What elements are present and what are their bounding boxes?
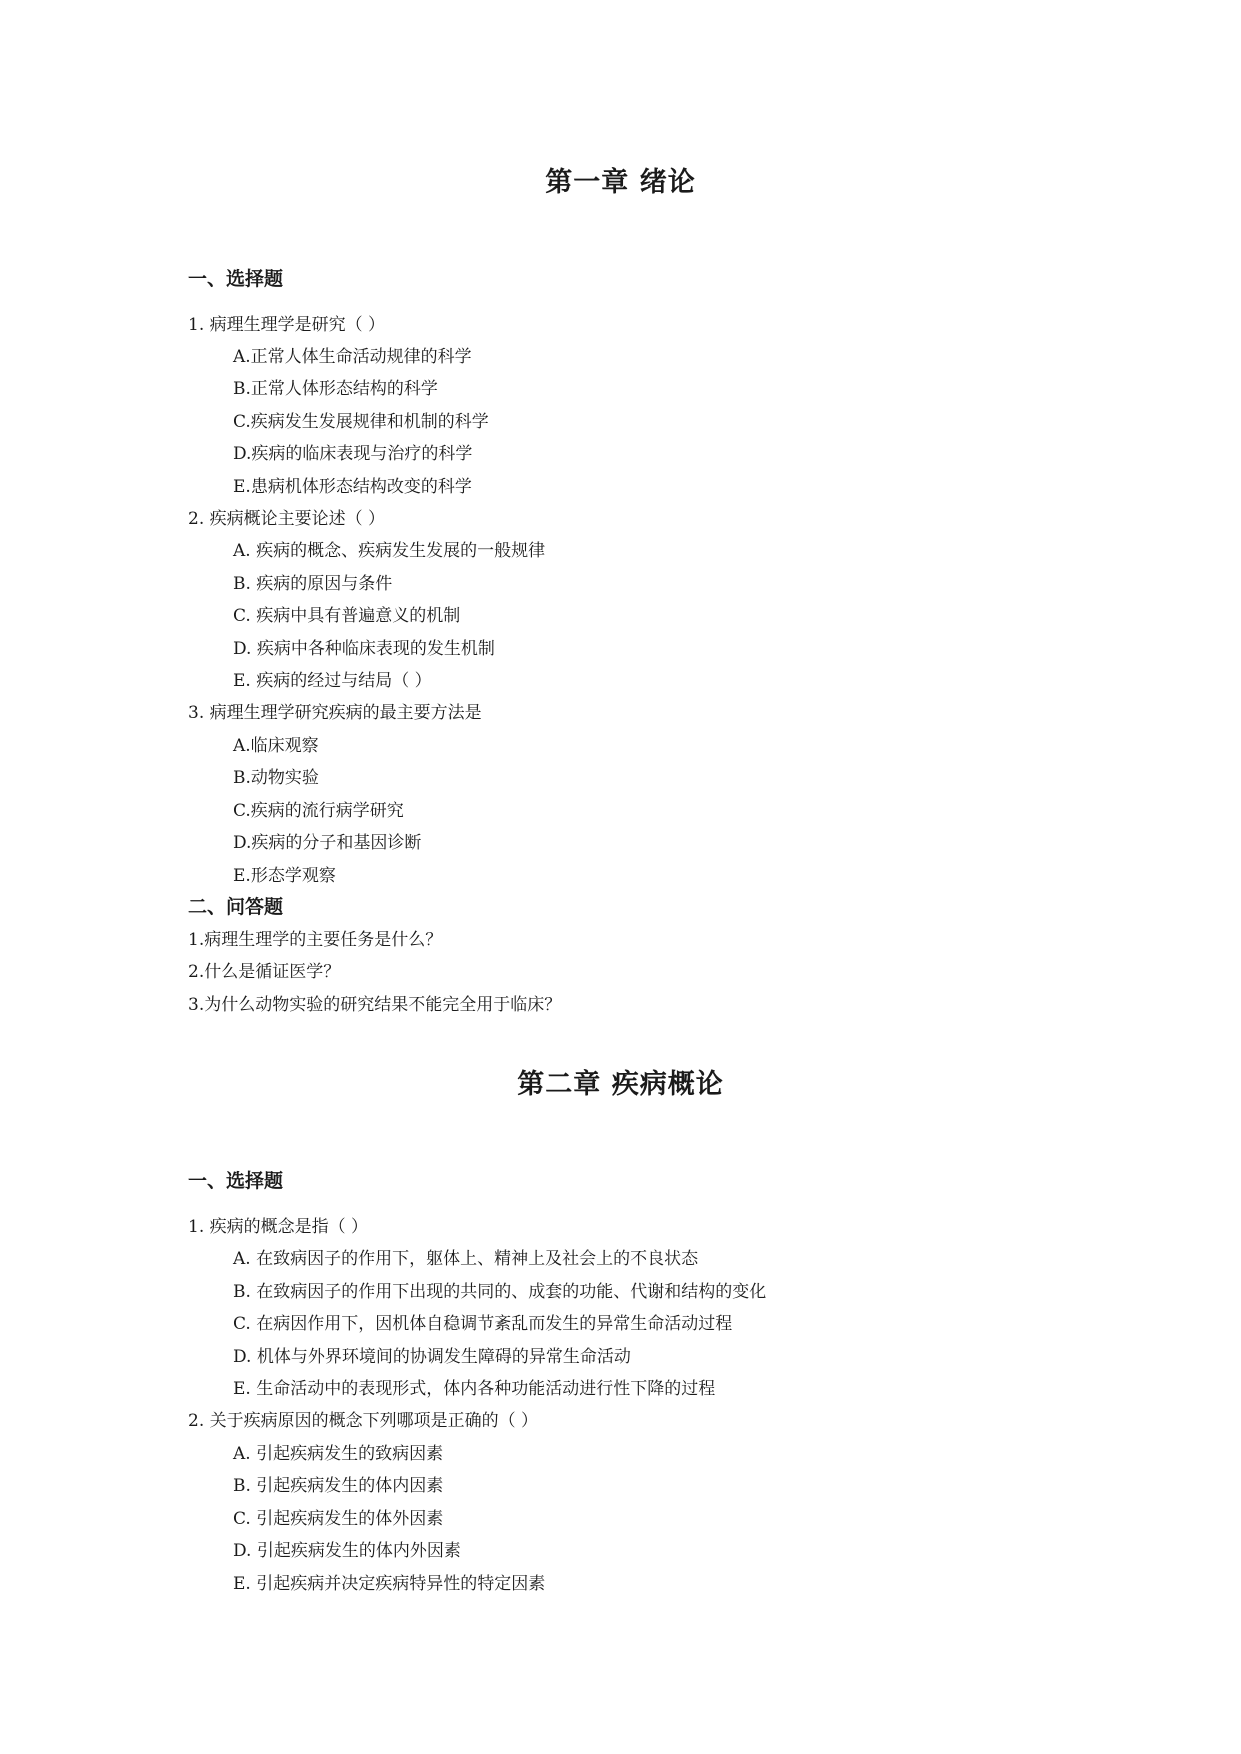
ch1-q2-option-b: B. 疾病的原因与条件 (233, 574, 393, 594)
ch1-short-answer-3: 3.为什么动物实验的研究结果不能完全用于临床？ (188, 995, 562, 1015)
ch2-q2-option-b: B. 引起疾病发生的体内因素 (233, 1476, 444, 1496)
ch2-question-2: 2. 关于疾病原因的概念下列哪项是正确的（ ） (188, 1411, 539, 1431)
ch1-q3-option-e: E.形态学观察 (233, 866, 336, 886)
chapter-2-title: 第二章 疾病概论 (517, 1069, 724, 1100)
ch2-q2-option-e: E. 引起疾病并决定疾病特异性的特定因素 (233, 1574, 546, 1594)
ch2-q1-option-b: B. 在致病因子的作用下出现的共同的、成套的功能、代谢和结构的变化 (233, 1282, 767, 1302)
ch2-q2-option-a: A. 引起疾病发生的致病因素 (233, 1444, 444, 1464)
chapter-1-qa-heading: 二、问答题 (188, 896, 284, 918)
ch1-q2-option-e: E. 疾病的经过与结局（ ） (233, 671, 432, 691)
ch1-q1-option-b: B.正常人体形态结构的科学 (233, 379, 438, 399)
ch1-short-answer-1: 1.病理生理学的主要任务是什么？ (188, 930, 443, 950)
ch1-question-3: 3. 病理生理学研究疾病的最主要方法是 (188, 703, 482, 723)
ch2-q1-option-a: A. 在致病因子的作用下，躯体上、精神上及社会上的不良状态 (233, 1249, 699, 1269)
ch1-q3-option-b: B.动物实验 (233, 768, 319, 788)
ch1-q2-option-c: C. 疾病中具有普遍意义的机制 (233, 606, 461, 626)
ch1-q1-option-c: C.疾病发生发展规律和机制的科学 (233, 412, 489, 432)
ch1-question-1: 1. 病理生理学是研究（ ） (188, 315, 386, 335)
ch2-q1-option-e: E. 生命活动中的表现形式，体内各种功能活动进行性下降的过程 (233, 1379, 716, 1399)
ch1-short-answer-2: 2.什么是循证医学？ (188, 962, 341, 982)
ch1-q3-option-c: C.疾病的流行病学研究 (233, 801, 404, 821)
ch2-q1-option-d: D. 机体与外界环境间的协调发生障碍的异常生命活动 (233, 1347, 631, 1367)
chapter-2-choice-heading: 一、选择题 (188, 1170, 284, 1192)
ch1-q3-option-a: A.临床观察 (233, 736, 319, 756)
ch2-q2-option-d: D. 引起疾病发生的体内外因素 (233, 1541, 461, 1561)
ch1-q1-option-d: D.疾病的临床表现与治疗的科学 (233, 444, 473, 464)
ch2-q2-option-c: C. 引起疾病发生的体外因素 (233, 1509, 444, 1529)
chapter-1-title: 第一章 绪论 (545, 167, 696, 198)
ch2-q1-option-c: C. 在病因作用下，因机体自稳调节紊乱而发生的异常生命活动过程 (233, 1314, 733, 1334)
ch1-q1-option-a: A.正常人体生命活动规律的科学 (233, 347, 472, 367)
ch1-q2-option-d: D. 疾病中各种临床表现的发生机制 (233, 639, 495, 659)
ch1-q3-option-d: D.疾病的分子和基因诊断 (233, 833, 422, 853)
ch1-q2-option-a: A. 疾病的概念、疾病发生发展的一般规律 (233, 541, 546, 561)
chapter-1-choice-heading: 一、选择题 (188, 268, 284, 290)
ch1-question-2: 2. 疾病概论主要论述（ ） (188, 509, 386, 529)
ch1-q1-option-e: E.患病机体形态结构改变的科学 (233, 477, 472, 497)
ch2-question-1: 1. 疾病的概念是指（ ） (188, 1217, 369, 1237)
